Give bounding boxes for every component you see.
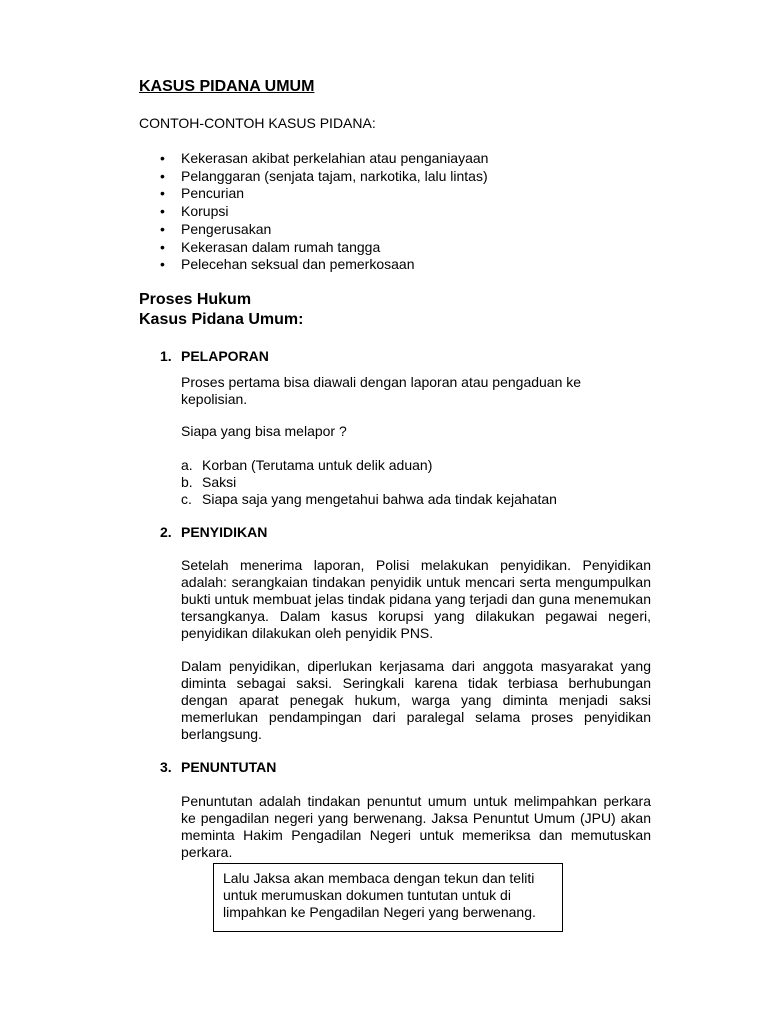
- list-item-text: Siapa saja yang mengetahui bahwa ada tindak kejahatan: [202, 490, 557, 507]
- step-title-text: PENYIDIKAN: [181, 524, 268, 540]
- list-letter: b.: [181, 473, 193, 490]
- list-item: [139, 203, 488, 221]
- process-heading-line1: Proses Hukum: [139, 291, 252, 308]
- list-item: [181, 491, 557, 508]
- list-item-text: Pencurian: [181, 185, 245, 202]
- list-item-text: Pelecehan seksual dan pemerkosaan: [181, 256, 415, 273]
- step-2-title: [160, 524, 267, 541]
- bullet-icon: •: [160, 150, 165, 166]
- step-title-text: PENUNTUTAN: [181, 759, 277, 775]
- step-2-paragraph-2: Dalam penyidikan, diperlukan kerjasama dari anggota masyarakat yang diminta sebagai saksi. Seringkali karena tidak terbiasa berhubungan dengan aparat penegak hukum, warga yang diminta menjadi saksi memerlukan pendampingan dari paralegal selama proses penyidikan berlangsung.: [181, 658, 651, 742]
- list-item: [139, 185, 488, 203]
- list-item-text: Saksi: [202, 473, 237, 490]
- bullet-icon: •: [160, 167, 165, 184]
- list-item-text: Kekerasan akibat perkelahian atau penganiayaan: [181, 150, 489, 166]
- process-heading: [139, 290, 303, 330]
- list-item: [181, 457, 557, 474]
- list-item: [139, 150, 488, 168]
- list-item-text: Pelanggaran (senjata tajam, narkotika, lalu lintas): [181, 167, 488, 184]
- step-number: 2.: [160, 524, 172, 540]
- bullet-icon: •: [160, 220, 165, 237]
- list-item: [139, 239, 488, 257]
- list-letter: a.: [181, 457, 193, 473]
- step-number: 1.: [160, 348, 172, 364]
- list-item: [181, 474, 557, 491]
- list-item-text: Kekerasan dalam rumah tangga: [181, 238, 381, 255]
- intro-heading: CONTOH-CONTOH KASUS PIDANA:: [139, 115, 376, 131]
- step-3-paragraph: Penuntutan adalah tindakan penuntut umum untuk melimpahkan perkara ke pengadilan negeri yang berwenang. Jaksa Penuntut Umum (JPU) akan meminta Hakim Pengadilan Negeri untuk memeriksa dan memutuskan perkara.: [181, 793, 651, 860]
- step-title-text: PELAPORAN: [181, 348, 269, 364]
- list-item: [139, 256, 488, 274]
- step-1-paragraph: Proses pertama bisa diawali dengan laporan atau pengaduan ke kepolisian.: [181, 374, 582, 407]
- step-2-paragraph-1: Setelah menerima laporan, Polisi melakukan penyidikan. Penyidikan adalah: serangkaian tindakan penyidik untuk mencari serta mengumpulkan bukti untuk membuat jelas tindak pidana yang terjadi dan guna menemukan tersangkanya. Dalam kasus korupsi yang dilakukan pegawai negeri, penyidikan dilakukan oleh penyidik PNS.: [181, 557, 651, 641]
- step-1-title: [160, 348, 269, 365]
- process-heading-line2: Kasus Pidana Umum:: [139, 311, 304, 328]
- list-item-text: Korupsi: [181, 203, 229, 220]
- step-1-question: Siapa yang bisa melapor ?: [181, 423, 347, 439]
- list-item: [139, 168, 488, 186]
- bullet-icon: •: [160, 185, 165, 202]
- list-letter: c.: [181, 490, 192, 507]
- bullet-icon: •: [160, 203, 165, 220]
- list-item-text: Pengerusakan: [181, 220, 272, 237]
- bullet-icon: •: [160, 238, 165, 255]
- reporter-list: [181, 457, 557, 507]
- list-item-text: Korban (Terutama untuk delik aduan): [202, 457, 433, 473]
- case-examples-list: [139, 150, 488, 274]
- note-box: Lalu Jaksa akan membaca dengan tekun dan teliti untuk merumuskan dokumen tuntutan untuk di limpahkan ke Pengadilan Negeri yang berwenang.: [213, 863, 563, 932]
- document-title: KASUS PIDANA UMUM: [139, 78, 315, 95]
- bullet-icon: •: [160, 256, 165, 273]
- step-3-title: [160, 759, 276, 776]
- list-item: [139, 221, 488, 239]
- step-number: 3.: [160, 759, 172, 775]
